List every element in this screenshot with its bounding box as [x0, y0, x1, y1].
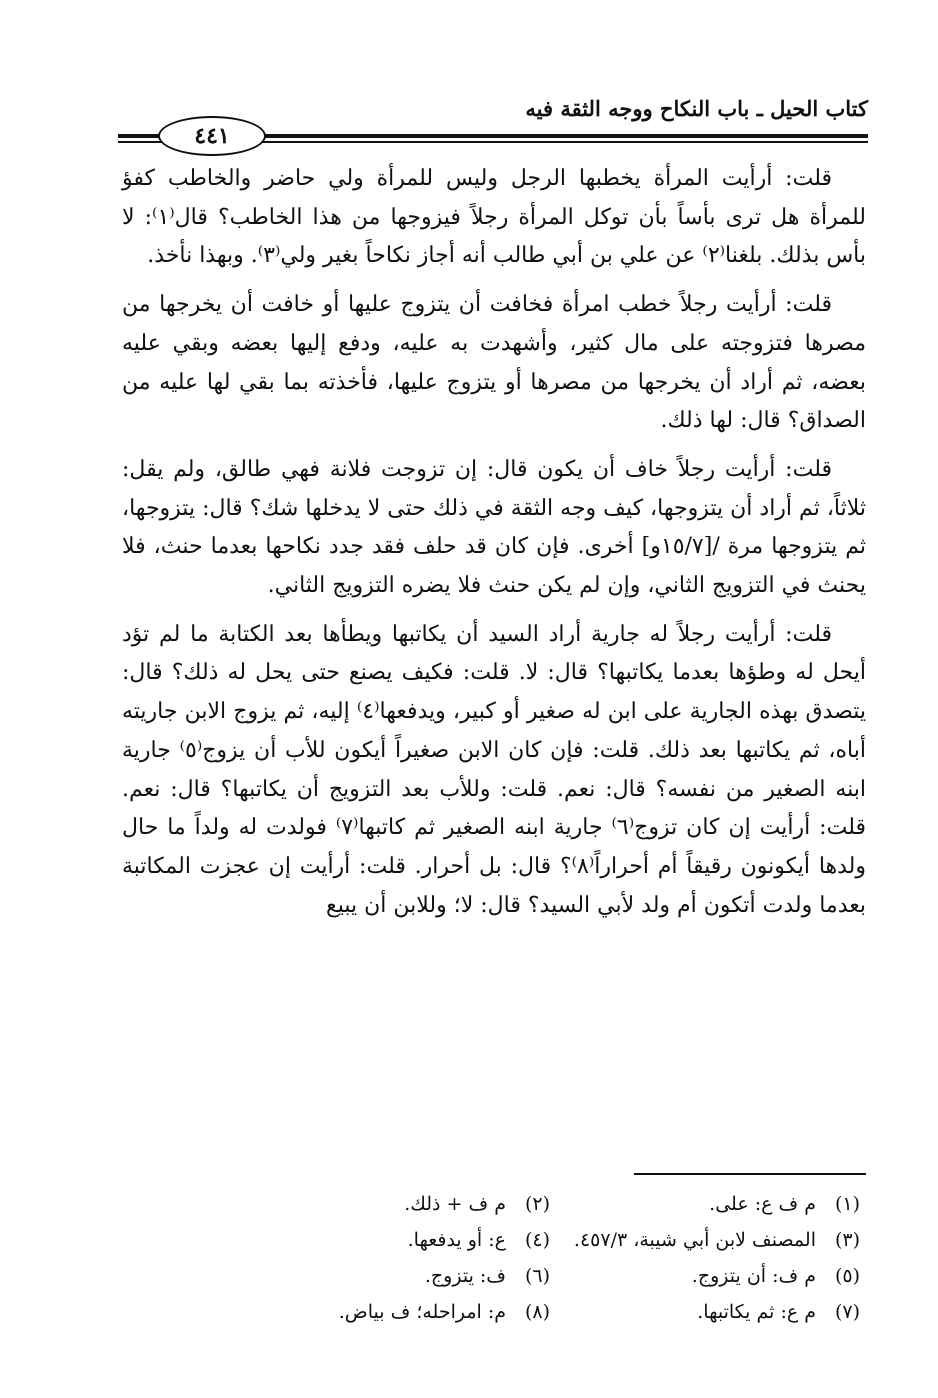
footnote-text: ف: يتزوج.	[424, 1265, 506, 1287]
footnote-text: المصنف لابن أبي شيبة، ٤٥٧/٣.	[573, 1229, 816, 1251]
footnote-number: (٣)	[834, 1229, 860, 1251]
paragraph-1: قلت: أرأيت المرأة يخطبها الرجل وليس للمرأة ولي حاضر والخاطب كفؤ للمرأة هل ترى بأساً بأن توكل المرأة رجلاً فيزوجها من هذا الخاطب؟ قال⁽١⁾: لا بأس بذلك. بلغنا⁽٢⁾ عن علي بن أبي طالب أنه أجاز نكاحاً بغير ولي⁽٣⁾. وبهذا نأخذ.	[122, 166, 866, 269]
footnote-text: ع: أو يدفعها.	[407, 1229, 506, 1251]
main-text	[122, 160, 866, 935]
footnote-row	[200, 1294, 860, 1330]
paragraph-3: قلت: أرأيت رجلاً خاف أن يكون قال: إن تزوجت فلانة فهي طالق، ولم يقل: ثلاثاً، ثم أراد أن يتزوجها، كيف وجه الثقة في ذلك حتى لا يدخلها شك؟ قال: يتزوجها، ثم يتزوجها مرة /[١٥/٧و] أخرى. فإن كان قد حلف فقد جدد نكاحها بعدما حنث، فلا يحنث في التزويج الثاني، وإن لم يكن حنث فلا يضره التزويج الثاني.	[122, 456, 866, 599]
page-header	[118, 92, 868, 152]
footnote-number: (٤)	[524, 1229, 550, 1251]
page-number: ٤٤١	[158, 116, 266, 156]
footnote-separator	[634, 1173, 866, 1175]
footnote-text: م ع: ثم يكاتبها.	[697, 1301, 816, 1323]
footnote-number: (٨)	[524, 1301, 550, 1323]
running-title: كتاب الحيل ـ باب النكاح ووجه الثقة فيه	[525, 96, 868, 121]
footnote-number: (١)	[834, 1193, 860, 1215]
footnote-text: م ف ع: على.	[709, 1193, 816, 1215]
footnote-row	[200, 1222, 860, 1258]
footnote-text: م ف + ذلك.	[404, 1193, 506, 1215]
footnote-text: م ف: أن يتزوج.	[691, 1265, 816, 1287]
footnote-number: (٧)	[834, 1301, 860, 1323]
footnote-row	[200, 1186, 860, 1222]
footnote-text: م: امراحله؛ ف بياض.	[338, 1301, 506, 1323]
footnote-number: (٢)	[524, 1193, 550, 1215]
footnote-6	[240, 1258, 550, 1294]
paragraph-2: قلت: أرأيت رجلاً خطب امرأة فخافت أن يتزوج عليها أو خافت أن يخرجها من مصرها فتزوجته على مال كثير، وأشهدت به عليه، ودفع إليها بعضه وبقي عليه بعضه، ثم أراد أن يخرجها من مصرها أو يتزوج عليها، فأخذته بما بقي لها عليه من الصداق؟ قال: لها ذلك.	[122, 292, 866, 434]
footnote-number: (٦)	[524, 1265, 550, 1287]
footnote-8	[240, 1294, 550, 1330]
footnote-5	[550, 1258, 860, 1294]
footnote-7	[550, 1294, 860, 1330]
footnote-1	[550, 1186, 860, 1222]
footnote-row	[200, 1258, 860, 1294]
footnote-number: (٥)	[834, 1265, 860, 1287]
footnote-2	[240, 1186, 550, 1222]
paragraph-4: قلت: أرأيت رجلاً له جارية أراد السيد أن يكاتبها ويطأها بعد الكتابة ما لم تؤد أيحل له وطؤها بعدما يكاتبها؟ قال: لا. قلت: فكيف يصنع حتى يحل له ذلك؟ قال: يتصدق بهذه الجارية على ابن له صغير أو كبير، ويدفعها⁽٤⁾ إليه، ثم يزوج الابن جاريته أباه، ثم يكاتبها بعد ذلك. قلت: فإن كان الابن صغيراً أيكون للأب أن يزوج⁽٥⁾ جارية ابنه الصغير من نفسه؟ قال: نعم. قلت: وللأب بعد التزويج أن يكاتبها؟ قال: نعم. قلت: أرأيت إن كان تزوج⁽٦⁾ جارية ابنه الصغير ثم كاتبها⁽٧⁾ فولدت له ولداً ما حال ولدها أيكونون رقيقاً أم أحراراً⁽٨⁾؟ قال: بل أحرار. قلت: أرأيت إن عجزت المكاتبة بعدما ولدت أتكون أم ولد لأبي السيد؟ قال: لا؛ وللابن أن يبيع	[122, 621, 866, 918]
footnotes	[200, 1186, 860, 1330]
footnote-3	[550, 1222, 860, 1258]
footnote-4	[240, 1222, 550, 1258]
